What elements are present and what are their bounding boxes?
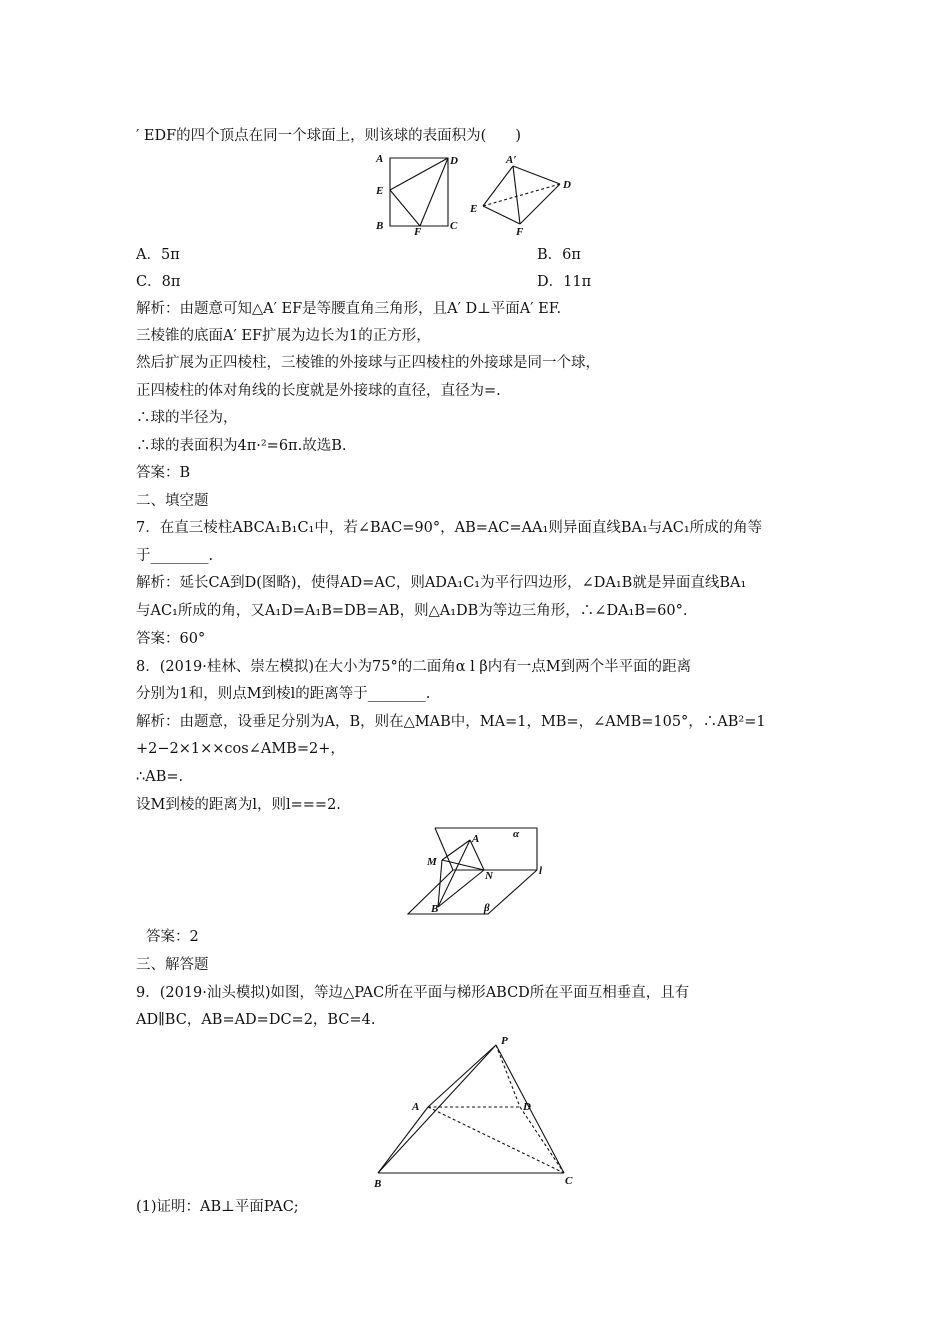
q6-solution-3: 然后扩展为正四棱柱，三棱锥的外接球与正四棱柱的外接球是同一个球， bbox=[136, 355, 600, 371]
label-B4: B bbox=[374, 1178, 382, 1190]
q8-line-2: 分别为1和，则点M到棱l的距离等于________. bbox=[136, 686, 431, 702]
label-E: E bbox=[376, 185, 384, 197]
option-a: A．5π bbox=[136, 247, 180, 263]
label-D2: D bbox=[563, 179, 571, 191]
q7-solution-2: 与AC₁所成的角，又A₁D=A₁B=DB=AB，则△A₁DB为等边三角形，∴∠DA₁B=60°. bbox=[136, 603, 688, 619]
label-M: M bbox=[427, 856, 437, 868]
q8-line-1: 8．(2019·桂林、崇左模拟)在大小为75°的二面角α l β内有一点M到两个半平面的距离 bbox=[136, 659, 692, 675]
label-A1: A′ bbox=[506, 154, 517, 166]
q9-part-1: (1)证明：AB⊥平面PAC; bbox=[136, 1199, 299, 1215]
option-b: B．6π bbox=[537, 247, 581, 263]
label-D: D bbox=[450, 155, 458, 167]
option-c: C．8π bbox=[136, 274, 181, 290]
q6-solution-1: 解析：由题意可知△A′ EF是等腰直角三角形，且A′ D⊥平面A′ EF. bbox=[136, 301, 562, 317]
q8-solution-4: 设M到棱的距离为l，则l===2. bbox=[136, 797, 341, 813]
q8-solution-2: +2−2×1××cos∠AMB=2+， bbox=[136, 741, 345, 757]
q7-line-1: 7．在直三棱柱ABCA₁B₁C₁中，若∠BAC=90°，AB=AC=AA₁则异面直线BA₁与AC₁所成的角等 bbox=[136, 520, 763, 536]
label-E2: E bbox=[470, 203, 478, 215]
q9-line-2: AD∥BC，AB=AD=DC=2，BC=4. bbox=[136, 1012, 376, 1028]
label-A3: A bbox=[472, 833, 480, 845]
q6-tail: ′ EDF的四个顶点在同一个球面上，则该球的表面积为( ) bbox=[136, 128, 521, 144]
label-alpha: α bbox=[513, 828, 520, 840]
q9-line-1: 9．(2019·汕头模拟)如图，等边△PAC所在平面与梯形ABCD所在平面互相垂直，且有 bbox=[136, 985, 690, 1001]
label-beta: β bbox=[484, 902, 490, 914]
label-B3: B bbox=[431, 903, 439, 915]
label-l: l bbox=[539, 865, 543, 877]
q7-answer: 答案：60° bbox=[136, 631, 206, 647]
label-C4: C bbox=[565, 1175, 573, 1187]
section-fill-in: 二、填空题 bbox=[136, 493, 209, 509]
q8-solution-1: 解析：由题意，设垂足分别为A，B，则在△MAB中，MA=1，MB=，∠AMB=105°，∴AB²=1 bbox=[136, 714, 766, 730]
q7-line-2: 于________. bbox=[136, 548, 214, 564]
label-C: C bbox=[450, 220, 458, 232]
label-F: F bbox=[414, 226, 422, 238]
tetrahedron-figure bbox=[465, 150, 585, 238]
label-A4: A bbox=[412, 1101, 420, 1113]
q6-answer: 答案：B bbox=[136, 465, 191, 481]
label-F2: F bbox=[516, 226, 524, 238]
q6-solution-6: ∴球的表面积为4π·²=6π.故选B. bbox=[136, 438, 347, 454]
q6-solution-4: 正四棱柱的体对角线的长度就是外接球的直径，直径为=. bbox=[136, 383, 501, 399]
q8-answer: 答案：2 bbox=[146, 929, 199, 945]
section-solve: 三、解答题 bbox=[136, 957, 209, 973]
label-D4: D bbox=[523, 1101, 531, 1113]
option-d: D．11π bbox=[537, 274, 592, 290]
dihedral-angle-figure bbox=[400, 822, 560, 922]
label-A: A bbox=[376, 153, 384, 165]
label-P: P bbox=[501, 1035, 508, 1047]
q6-solution-2: 三棱锥的底面A′ EF扩展为边长为1的正方形， bbox=[136, 328, 431, 344]
q7-solution-1: 解析：延长CA到D(图略)，使得AD=AC，则ADA₁C₁为平行四边形，∠DA₁B就是异面直线BA₁ bbox=[136, 575, 747, 591]
q6-solution-5: ∴球的半径为， bbox=[136, 410, 238, 426]
q8-solution-3: ∴AB=. bbox=[136, 769, 184, 785]
label-N: N bbox=[485, 870, 493, 882]
label-B: B bbox=[376, 220, 384, 232]
pyramid-figure bbox=[368, 1035, 588, 1195]
